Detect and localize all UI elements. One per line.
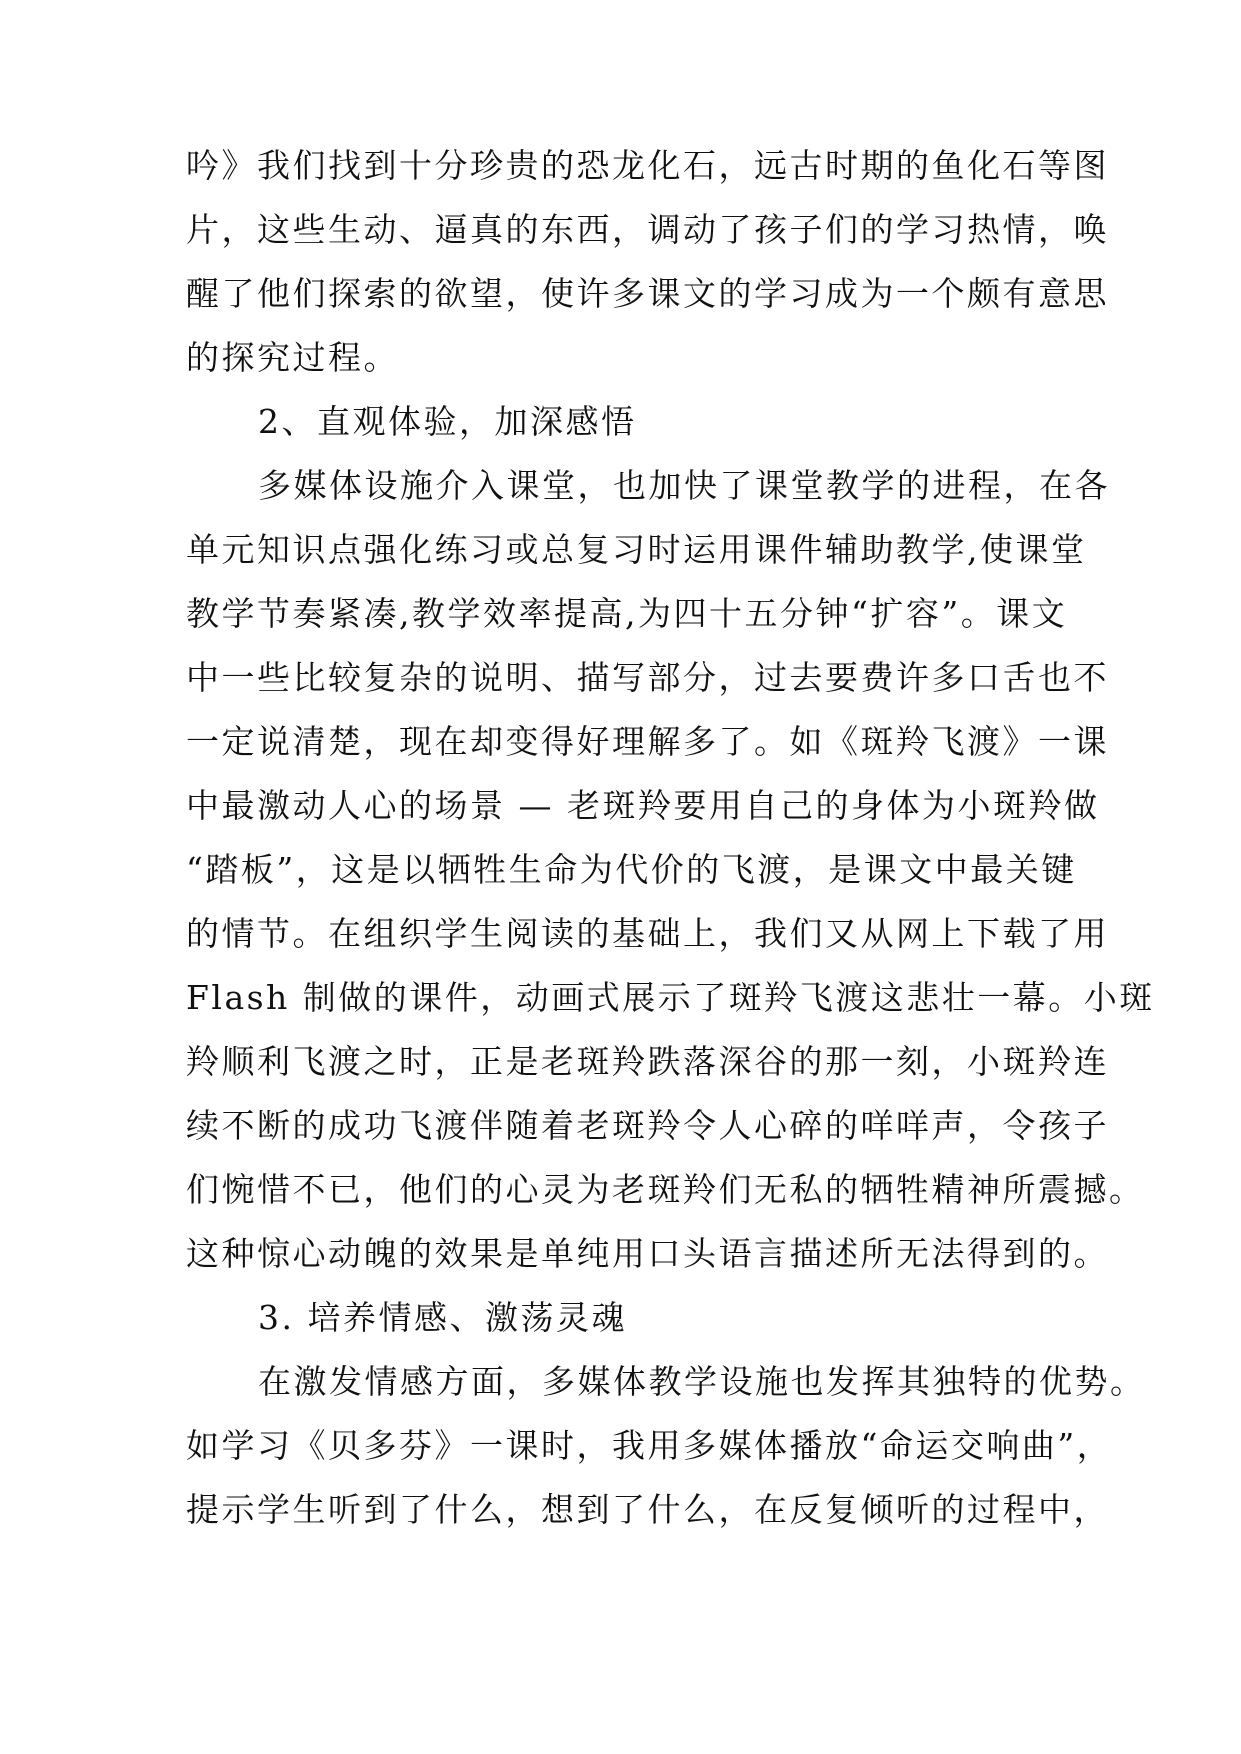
text-line: 提示学生听到了什么，想到了什么，在反复倾听的过程中， (186, 1490, 1109, 1529)
section-heading: 3. 培养情感、激荡灵魂 (258, 1298, 627, 1337)
text-line: 如学习《贝多芬》一课时，我用多媒体播放“命运交响曲”， (186, 1426, 1113, 1465)
text-line: 的探究过程。 (186, 338, 399, 377)
text-line: 中一些比较复杂的说明、描写部分，过去要费许多口舌也不 (186, 658, 1109, 697)
text-line: 羚顺利飞渡之时，正是老斑羚跌落深谷的那一刻，小斑羚连 (186, 1042, 1109, 1081)
text-line: 单元知识点强化练习或总复习时运用课件辅助教学,使课堂 (186, 530, 1087, 569)
text-line: 们惋惜不已，他们的心灵为老斑羚们无私的牺牲精神所震撼。 (186, 1170, 1145, 1209)
text-line: “踏板”，这是以牺牲生命为代价的飞渡，是课文中最关键 (186, 850, 1077, 889)
text-line: 多媒体设施介入课堂，也加快了课堂教学的进程，在各 (258, 466, 1110, 505)
text-line: 吟》我们找到十分珍贵的恐龙化石，远古时期的鱼化石等图 (186, 146, 1109, 185)
text-line: 续不断的成功飞渡伴随着老斑羚令人心碎的咩咩声，令孩子 (186, 1106, 1109, 1145)
text-line: 片，这些生动、逼真的东西，调动了孩子们的学习热情，唤 (186, 210, 1109, 249)
text-line: 的情节。在组织学生阅读的基础上，我们又从网上下载了用 (186, 914, 1109, 953)
text-line: 一定说清楚，现在却变得好理解多了。如《斑羚飞渡》一课 (186, 722, 1109, 761)
section-heading: 2、直观体验，加深感悟 (258, 402, 637, 441)
text-line: 在激发情感方面，多媒体教学设施也发挥其独特的优势。 (258, 1362, 1146, 1401)
text-line: 这种惊心动魄的效果是单纯用口头语言描述所无法得到的。 (186, 1234, 1109, 1273)
text-line: Flash 制做的课件，动画式展示了斑羚飞渡这悲壮一幕。小斑 (186, 978, 1155, 1017)
text-line: 教学节奏紧凑,教学效率提高,为四十五分钟“扩容”。课文 (186, 594, 1068, 633)
text-line: 中最激动人心的场景 — 老斑羚要用自己的身体为小斑羚做 (186, 786, 1100, 825)
text-line: 醒了他们探索的欲望，使许多课文的学习成为一个颇有意思 (186, 274, 1109, 313)
